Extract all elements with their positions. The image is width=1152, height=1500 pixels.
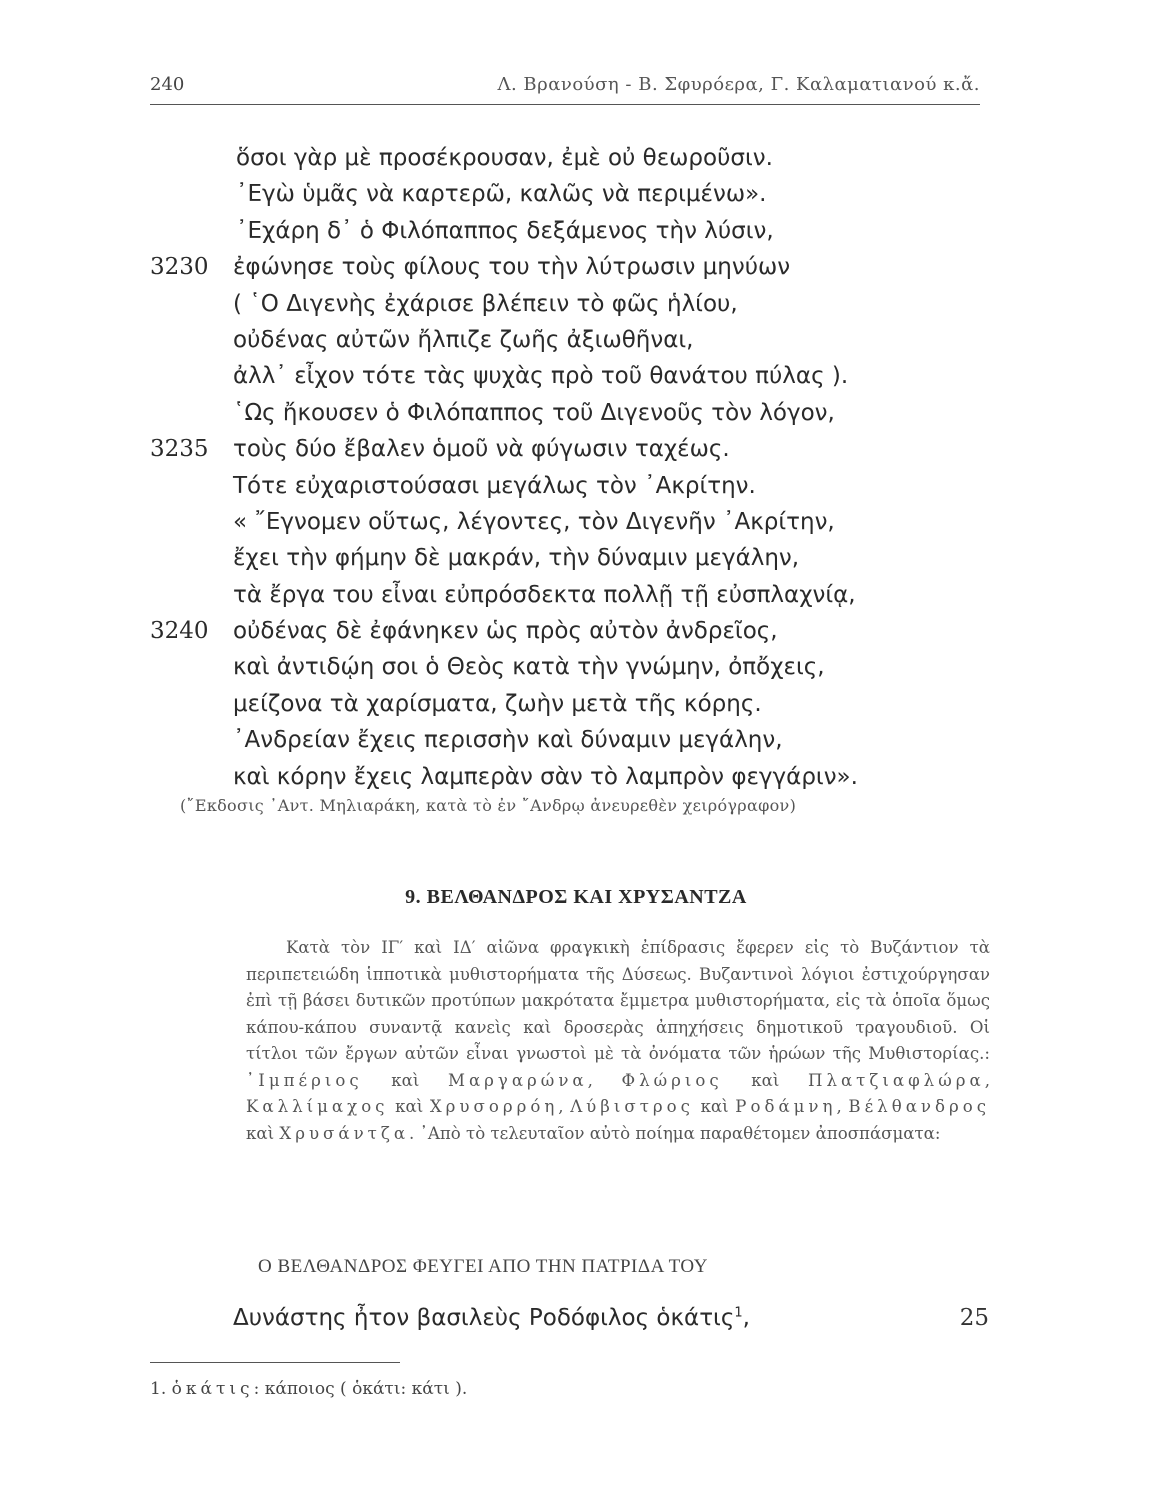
line-number: 3240 (150, 618, 209, 645)
footnote: 1. ὁκάτις: κάποιος ( ὁκάτι: κάτι ). (150, 1379, 468, 1399)
intro-text: Κατὰ τὸν ΙΓ′ καὶ ΙΔ′ αἰῶνα φραγκικὴ ἐπίδρασις ἔφερεν εἰς τὸ Βυζάντιον τὰ περιπετειώδη ἱπποτικὰ μυθιστορήματα τῆς Δύσεως. Βυζαντινοὶ λόγιοι ἐστιχούργησαν ἐπὶ τῇ βάσει δυτικῶν προτύπων μακρότατα ἔμμετρα μυθιστορήματα, εἰς τὰ ὁποῖα ὅμως κάπου-κάπου συναντᾷ κανεὶς καὶ δροσερὰς ἀπηχήσεις δημοτικοῦ τραγουδιοῦ. Οἱ τίτλοι τῶν ἔργων αὐτῶν εἶναι γνωστοὶ μὲ τὰ ὀνόματα τῶν ἡρώων τῆς Μυθιστορίας.: ᾿Ιμπέριος καὶ Μαργαρώνα, Φλώριος καὶ Πλατζιαφλώρα, Καλλίμαχος καὶ Χρυσορρόη, Λύβιστρος καὶ Ροδάμνη, Βέλθανδρος καὶ Χρυσάντζα. ᾿Απὸ τὸ τελευταῖον αὐτὸ ποίημα παραθέτομεν ἀποσπάσματα: (246, 938, 991, 1143)
running-head-authors: Λ. Βρανούση - Β. Σφυρόερα, Γ. Καλαματιανού κ.ἄ. (497, 74, 980, 95)
poem-line-text: ᾿Ανδρείαν ἔχεις περισσὴν καὶ δύναμιν μεγάλην, (233, 727, 783, 754)
poem-line (150, 358, 980, 394)
poem-line-text: ᾿Εχάρη δ᾽ ὁ Φιλόπαππος δεξάμενος τὴν λύσιν, (236, 217, 774, 244)
poem-line-text: καὶ ἀντιδῴη σοι ὁ Θεὸς κατὰ τὴν γνώμην, ὀπὄχεις, (233, 654, 825, 681)
section-title: 9. ΒΕΛΘΑΝΔΡΟΣ ΚΑΙ ΧΡΥΣΑΝΤΖΑ (405, 886, 747, 908)
footnote-rule (150, 1362, 400, 1363)
poem-line-text: μείζονα τὰ χαρίσματα, ζωὴν μετὰ τῆς κόρης. (233, 690, 762, 717)
poem-line (150, 504, 980, 540)
poem-line-text: ἔχει τὴν φήμην δὲ μακράν, τὴν δύναμιν μεγάλην, (233, 545, 800, 572)
poem-line-text: οὐδένας αὐτῶν ἤλπιζε ζωῆς ἀξιωθῆναι, (233, 326, 694, 353)
poem-line-text: Τότε εὐχαριστούσασι μεγάλως τὸν ᾿Ακρίτην. (233, 472, 756, 499)
poem-line (150, 176, 980, 212)
poem-line (150, 140, 980, 176)
poem-line-text: ῾Ως ἤκουσεν ὁ Φιλόπαππος τοῦ Διγενοῦς τὸν λόγον, (233, 399, 835, 426)
poem-line (150, 249, 980, 285)
footnote-marker: 1 (734, 1305, 743, 1321)
poem-line-text: « ῎Εγνομεν οὕτως, λέγοντες, τὸν Διγενῆν ᾿Ακρίτην, (233, 508, 835, 535)
poem-line (150, 468, 980, 504)
page-header (150, 74, 980, 108)
poem-line (150, 649, 980, 685)
line-number: 3230 (150, 254, 209, 281)
poem-line (150, 286, 980, 322)
poem-line-text: ( ῾Ο Διγενὴς ἐχάρισε βλέπειν τὸ φῶς ἡλίου, (233, 290, 738, 317)
poem-line (150, 395, 980, 431)
poem-line (150, 613, 980, 649)
intro-paragraph (246, 935, 990, 1147)
poem-line (150, 213, 980, 249)
poem-line (150, 722, 980, 758)
poem-line-text: τοὺς δύο ἔβαλεν ὁμοῦ νὰ φύγωσιν ταχέως. (233, 436, 730, 463)
line-number: 3235 (150, 436, 209, 463)
source-note: (῎Εκδοσις ᾿Αντ. Μηλιαράκη, κατὰ τὸ ἐν ῎Ανδρῳ ἀνευρεθὲν χειρόγραφον) (180, 796, 797, 815)
poem-line (150, 540, 980, 576)
poem-line-text: ἐφώνησε τοὺς φίλους του τὴν λύτρωσιν μηνύων (233, 254, 791, 281)
line-number: 25 (959, 1305, 989, 1331)
poem-line-text: ᾿Εγὼ ὑμᾶς νὰ καρτερῶ, καλῶς νὰ περιμένω». (236, 181, 767, 208)
poem-line-text: ἀλλ᾽ εἶχον τότε τὰς ψυχὰς πρὸ τοῦ θανάτου πύλας ). (233, 363, 849, 390)
poem-line-text: καὶ κόρην ἔχεις λαμπερὰν σὰν τὸ λαμπρὸν φεγγάριν». (233, 763, 858, 790)
excerpt-heading: Ο ΒΕΛΘΑΝΔΡΟΣ ΦΕΥΓΕΙ ΑΠΟ ΤΗΝ ΠΑΤΡΙΔΑ ΤΟΥ (258, 1256, 708, 1277)
poem-line (150, 431, 980, 467)
poem-line (150, 322, 980, 358)
page-number: 240 (150, 74, 185, 95)
poem-line (150, 577, 980, 613)
poem-block (150, 140, 980, 795)
poem-line: Δυνάστης ἦτον βασιλεὺς Ροδόφιλος ὁκάτις$^1$, (233, 1305, 750, 1331)
poem-line (150, 686, 980, 722)
poem-line-text: οὐδένας δὲ ἐφάνηκεν ὡς πρὸς αὐτὸν ἀνδρεῖος, (233, 618, 778, 645)
poem-line-text: τὰ ἔργα του εἶναι εὐπρόσδεκτα πολλῇ τῇ εὐσπλαχνίᾳ, (233, 581, 856, 608)
poem-line (150, 759, 980, 795)
poem-line-text: ὅσοι γὰρ μὲ προσέκρουσαν, ἐμὲ οὐ θεωροῦσιν. (236, 145, 773, 171)
header-rule (150, 104, 980, 105)
